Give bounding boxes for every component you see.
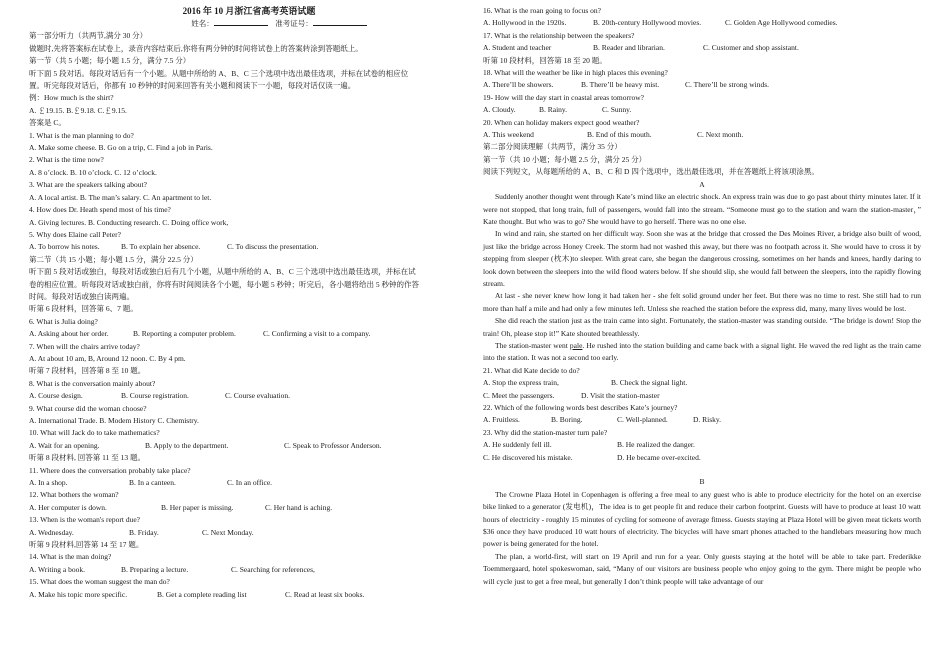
part1-intro: 做题时,先将答案标在试卷上，录音内容结束后,你将有两分钟的时间将试卷上的答案转涂到答题纸上。	[29, 43, 363, 53]
option-b: B. Reader and librarian.	[593, 43, 665, 53]
question-5-options	[29, 241, 469, 253]
name-label: 姓名：	[191, 19, 214, 28]
question-9-options: A. International Trade. B. Modem History C. Chemistry.	[29, 416, 199, 425]
part1-heading: 第一部分听力（共两节,满分 30 分）	[29, 31, 148, 41]
option-c: C. He discovered his mistake.	[483, 452, 573, 462]
question-17: 17. What is the relationship between the speakers?	[483, 30, 635, 40]
option-c: C. Speak to Professor Anderson.	[284, 440, 382, 450]
option-c: C. Well-planned.	[617, 415, 668, 425]
section1-heading: 第一节（共 5 小题；每小题 1.5 分，满分 7.5 分）	[29, 56, 191, 66]
question-12-options	[29, 502, 469, 514]
question-18-options	[483, 79, 921, 91]
question-19-options	[483, 104, 921, 116]
section1-directions-1: 听下面 5 段对话。每段对话后有一个小题。从题中所给的 A、B、C 三个选项中选出最佳选项，并标在试卷的相应位	[29, 68, 409, 78]
right-column	[483, 5, 921, 588]
question-21-options-cd	[483, 390, 921, 402]
exam-no-label: 准考证号：	[275, 19, 313, 28]
question-17-options	[483, 42, 921, 54]
question-3-options: A. A local artist. B. The man’s salary. C. An apartment to let.	[29, 192, 212, 202]
option-a: A. Cloudy.	[483, 105, 516, 115]
question-20: 20. When can holiday makers expect good weather?	[483, 117, 640, 127]
example-question: 例：How much is the shirt?	[29, 93, 114, 103]
option-a: A. This weekend	[483, 130, 534, 140]
question-13-options	[29, 527, 469, 539]
listening-8-heading: 听第 8 段材料, 回答第 11 至 13 题。	[29, 453, 145, 463]
question-16: 16. What is the roan going to focus on?	[483, 6, 601, 15]
question-3: 3. What are the speakers talking about?	[29, 180, 147, 190]
option-a: A. Her computer is down.	[29, 502, 107, 512]
option-a: A. Make his topic more specific.	[29, 589, 128, 599]
listening-9-heading: 听第 9 段材料,回答第 14 至 17 题。	[29, 540, 144, 550]
question-23-options-cd	[483, 452, 921, 464]
question-13: 13. When is the woman's report due?	[29, 515, 140, 525]
option-c: C. Searching for references,	[231, 564, 315, 574]
question-21: 21. What did Kate decide to do?	[483, 365, 580, 375]
question-4-options: A. Giving lectures. B. Conducting research. C. Doing office work,	[29, 217, 229, 227]
question-15: 15. What does the woman suggest the man do?	[29, 577, 170, 587]
underlined-word: pale	[569, 340, 583, 350]
question-23: 23. Why did the station-master turn pale?	[483, 427, 608, 437]
option-b: B. Her paper is missing.	[161, 502, 234, 512]
candidate-info	[29, 18, 469, 30]
passage-a-paragraph-4: She did reach the station just as the train came into sight. Fortunately, the station-master was standing outside. “The bridge is down! Stop the train! Oh, please stop it!” Kate shouted breathlessly.	[483, 316, 921, 338]
option-c: C. To discuss the presentation.	[227, 242, 319, 252]
option-c: C. There’ll be strong winds.	[685, 80, 770, 90]
section1-directions-2: 置。听完每段对话后，你都有 10 秒钟的时间来回答有关小题和阅读下一小题，每段对话仅读一遍。	[29, 81, 356, 91]
option-a: A. He suddenly fell ill.	[483, 440, 552, 450]
option-b: B. To explain her absence.	[121, 242, 201, 252]
question-15-options	[29, 589, 469, 601]
passage-b-paragraph-1: The Crowne Plaza Hotel in Copenhagen is offering a free meal to any guest who is able to produce electricity for the hotel on an exercise bike linked to a generator (发电机)，The idea is to get people fit and reduce their carbon footprint. Guests will have to produce at least 10 watt hours of electricity - roughly 15 minutes of cycling for someone of average fitness. Guests staying at Plaza Hotel will be given meat tickets worth $36 once they have produced 10 watt hours of electricity. The bicycles will have smart phones attached to the handlebars measuring how much power is being generated for the hotel.	[483, 489, 921, 549]
section2-heading: 第二节（共 15 小题；每小题 1.5 分，满分 22.5 分）	[29, 254, 198, 264]
option-a: A. Course design.	[29, 391, 83, 401]
question-22-options	[483, 414, 921, 426]
section2-directions-2: 卷的相应位置。听每段对话或独白前，你将有时间阅读各个小题，每小题 5 秒钟；听完后，各小题将给出 5 秒钟的作答	[29, 279, 419, 289]
option-d: D. He became over-excited.	[617, 452, 701, 462]
question-21-options-ab	[483, 377, 921, 389]
question-6-options	[29, 328, 469, 340]
example-options: A. ￡19.15. B.￡9.18. C.￡9.15.	[29, 105, 127, 115]
question-19: 19- How will the day start in coastal areas tomorrow?	[483, 92, 644, 102]
question-10-options	[29, 440, 469, 452]
option-b: B. Apply to the department.	[145, 440, 229, 450]
option-a: A. Fruitless.	[483, 415, 520, 425]
option-a: A. Stop the express train,	[483, 378, 559, 388]
passage-a-paragraph-2: In wind and rain, she started on her difficult way. Soon she was at the bridge that crossed the Des Moines River, a bridge also built of wood, just like the bridge across Honey Creek. The storm had not washed this away, but there was no footpath across it. She would have to cross it by stepping from sleeper (枕木)to sleeper. With great care, she began the dangerous crossing, sometimes on her hands and knees, hardly daring to look down between the sleepers into the wild flood waters below. If she should slip, she would fall between the sleepers, into the rapidly flowing stream.	[483, 229, 921, 288]
option-c: C. Her hand is aching.	[265, 502, 333, 512]
option-a: A. To borrow his notes.	[29, 242, 100, 252]
paragraph-text-end: . He rushed into the station building and came back with a signal light. He waved the red light as the train came into the station. It was not a second too early.	[483, 340, 921, 363]
question-11: 11. Where does the conversation probably take place?	[29, 465, 191, 475]
part2-directions: 阅读下列短文，从每题所给的 A、B、C 和 D 四个选项中，选出最佳选项，并在答题纸上将该项涂黑。	[483, 167, 819, 177]
part2-heading: 第二部分阅读理解（共两节，满分 35 分）	[483, 142, 622, 152]
question-12: 12. What bothers the woman?	[29, 490, 119, 500]
option-c: C. Confirming a visit to a company.	[263, 329, 371, 339]
question-5: 5. Why does Elaine call Peter?	[29, 229, 121, 239]
option-c: C. Golden Age Hollywood comedies.	[725, 18, 838, 28]
question-1-options: A. Make some cheese. B. Go on a trip, C. Find a job in Paris.	[29, 143, 213, 153]
question-2: 2. What is the time now?	[29, 155, 104, 165]
listening-6-heading: 听第 6 段材料，回答第 6、7 题。	[29, 304, 138, 314]
question-8: 8. What is the conversation mainly about?	[29, 378, 156, 388]
question-23-options-ab	[483, 439, 921, 451]
spacer	[483, 464, 921, 476]
part2-section1-heading: 第一节（共 10 小题；每小题 2.5 分，满分 25 分）	[483, 154, 647, 164]
option-b: B. He realized the danger.	[617, 440, 695, 450]
question-20-options	[483, 129, 921, 141]
option-a: A. Student and teacher	[483, 43, 552, 53]
section2-directions-3: 时间。每段对话或独白读两遍。	[29, 291, 134, 301]
option-a: A. In a shop.	[29, 478, 68, 488]
question-7: 7. When will the chairs arrive today?	[29, 341, 140, 351]
option-a: A. Writing a book.	[29, 564, 86, 574]
option-b: B. There’ll be heavy mist.	[581, 80, 660, 90]
question-4: 4. How does Dr. Heath spend most of his time?	[29, 205, 171, 215]
section2-directions-1: 听下面 5 段对话或独白，每段对话或独白后有几个小题，从题中所给的 A、B、C 三个选项中选出最佳选项，并标在试	[29, 267, 416, 277]
option-d: D. Risky.	[693, 415, 722, 425]
option-b: B. In a canteen.	[129, 478, 176, 488]
option-d: D. Visit the station-master	[581, 390, 660, 400]
question-10: 10. What will Jack do to take mathematics?	[29, 428, 160, 438]
option-b: B. End of this mouth.	[587, 130, 652, 140]
passage-a-paragraph-1: Suddenly another thought went through Kate’s mind like an electric shock. An express train was due to go past about thirty minutes later. If it were not stopped, that long train, full of passengers, would fall into the stream. “Someone must go to the station and warn the station-master，” Kate thought. But who was to go? She would have to go herself. There was no one else.	[483, 192, 921, 226]
option-b: B. 20th-century Hollywood movies.	[593, 18, 702, 28]
passage-b-paragraph-2: The plan, a world-first, will start on 19 April and run for a year. Only guests staying at the hotel will be able to take part. Frederikke Toemmergaard, hotel spokeswoman, said, “Many of our visitors are business people who enjoy going to the gym. There might be people who will cycle just to get a free meal, but generally I don’t think people will take advantage of our	[483, 551, 921, 586]
option-b: B. Rainy.	[539, 105, 568, 115]
listening-10-heading: 听第 10 段材料，回答第 18 至 20 题。	[483, 55, 607, 65]
question-22: 22. Which of the following words best describes Kate’s journey?	[483, 403, 678, 412]
question-8-options	[29, 390, 469, 402]
option-c: C. Next month.	[697, 130, 744, 140]
left-column	[29, 5, 469, 601]
option-c: C. In an office.	[227, 478, 273, 488]
exam-no-field[interactable]	[313, 18, 367, 26]
passage-a-paragraph-3: At last - she never knew how long it had taken her - she felt solid ground under her feet. But there was no time to rest. She still had to run more than half a mile and had only a few minutes left. Unless she reached the station before the express did, many, many lives would be lost.	[483, 291, 921, 313]
question-14-options	[29, 564, 469, 576]
paragraph-text-start: The station-master went	[495, 340, 570, 350]
question-2-options: A. 8 o’clock. B. 10 o’clock. C. 12 o’clock.	[29, 167, 157, 177]
option-c: C. Meet the passengers.	[483, 390, 555, 400]
question-18: 18. What will the weather be like in high places this evening?	[483, 68, 668, 78]
name-field[interactable]	[214, 18, 268, 26]
question-14: 14. What is the man doing?	[29, 552, 112, 562]
passage-a-paragraph-5	[483, 340, 921, 365]
question-6: 6. What is Julia doing?	[29, 316, 98, 326]
option-b: B. Get a complete reading list	[157, 589, 247, 599]
question-16-options	[483, 17, 921, 29]
option-a: A. Wait for an opening.	[29, 440, 100, 450]
passage-b-label: B	[699, 477, 705, 487]
option-c: C. Sunny.	[602, 105, 632, 115]
exam-title: 2016 年 10 月浙江省高考英语试题	[182, 6, 316, 16]
option-c: C. Course evaluation.	[225, 391, 290, 401]
option-a: A. Wednesday.	[29, 527, 74, 537]
option-c: C. Customer and shop assistant.	[703, 43, 799, 53]
option-b: B. Course registration.	[121, 391, 189, 401]
question-11-options	[29, 477, 469, 489]
option-b: B. Boring.	[551, 415, 583, 425]
option-b: B. Check the signal light.	[611, 378, 688, 388]
question-9: 9. What course did the woman choose?	[29, 403, 147, 413]
example-answer: 答案是 C。	[29, 118, 66, 128]
option-a: A. There’ll be showers.	[483, 80, 554, 90]
passage-a-label: A	[699, 179, 705, 189]
option-c: C. Read at least six books.	[285, 589, 365, 599]
option-b: B. Preparing a lecture.	[121, 564, 189, 574]
question-1: 1. What is the man planning to do?	[29, 130, 134, 140]
question-7-options: A. At about 10 am, B, Around 12 noon. C. By 4 pm.	[29, 353, 186, 363]
option-b: B. Friday.	[129, 527, 159, 537]
option-a: A. Asking about her order.	[29, 329, 109, 339]
listening-7-heading: 听第 7 段材料，回答第 8 至 10 题。	[29, 366, 146, 376]
option-a: A. Hollywood in the 1920s.	[483, 18, 567, 28]
option-b: B. Reporting a computer problem.	[133, 329, 236, 339]
option-c: C. Next Monday.	[202, 527, 254, 537]
